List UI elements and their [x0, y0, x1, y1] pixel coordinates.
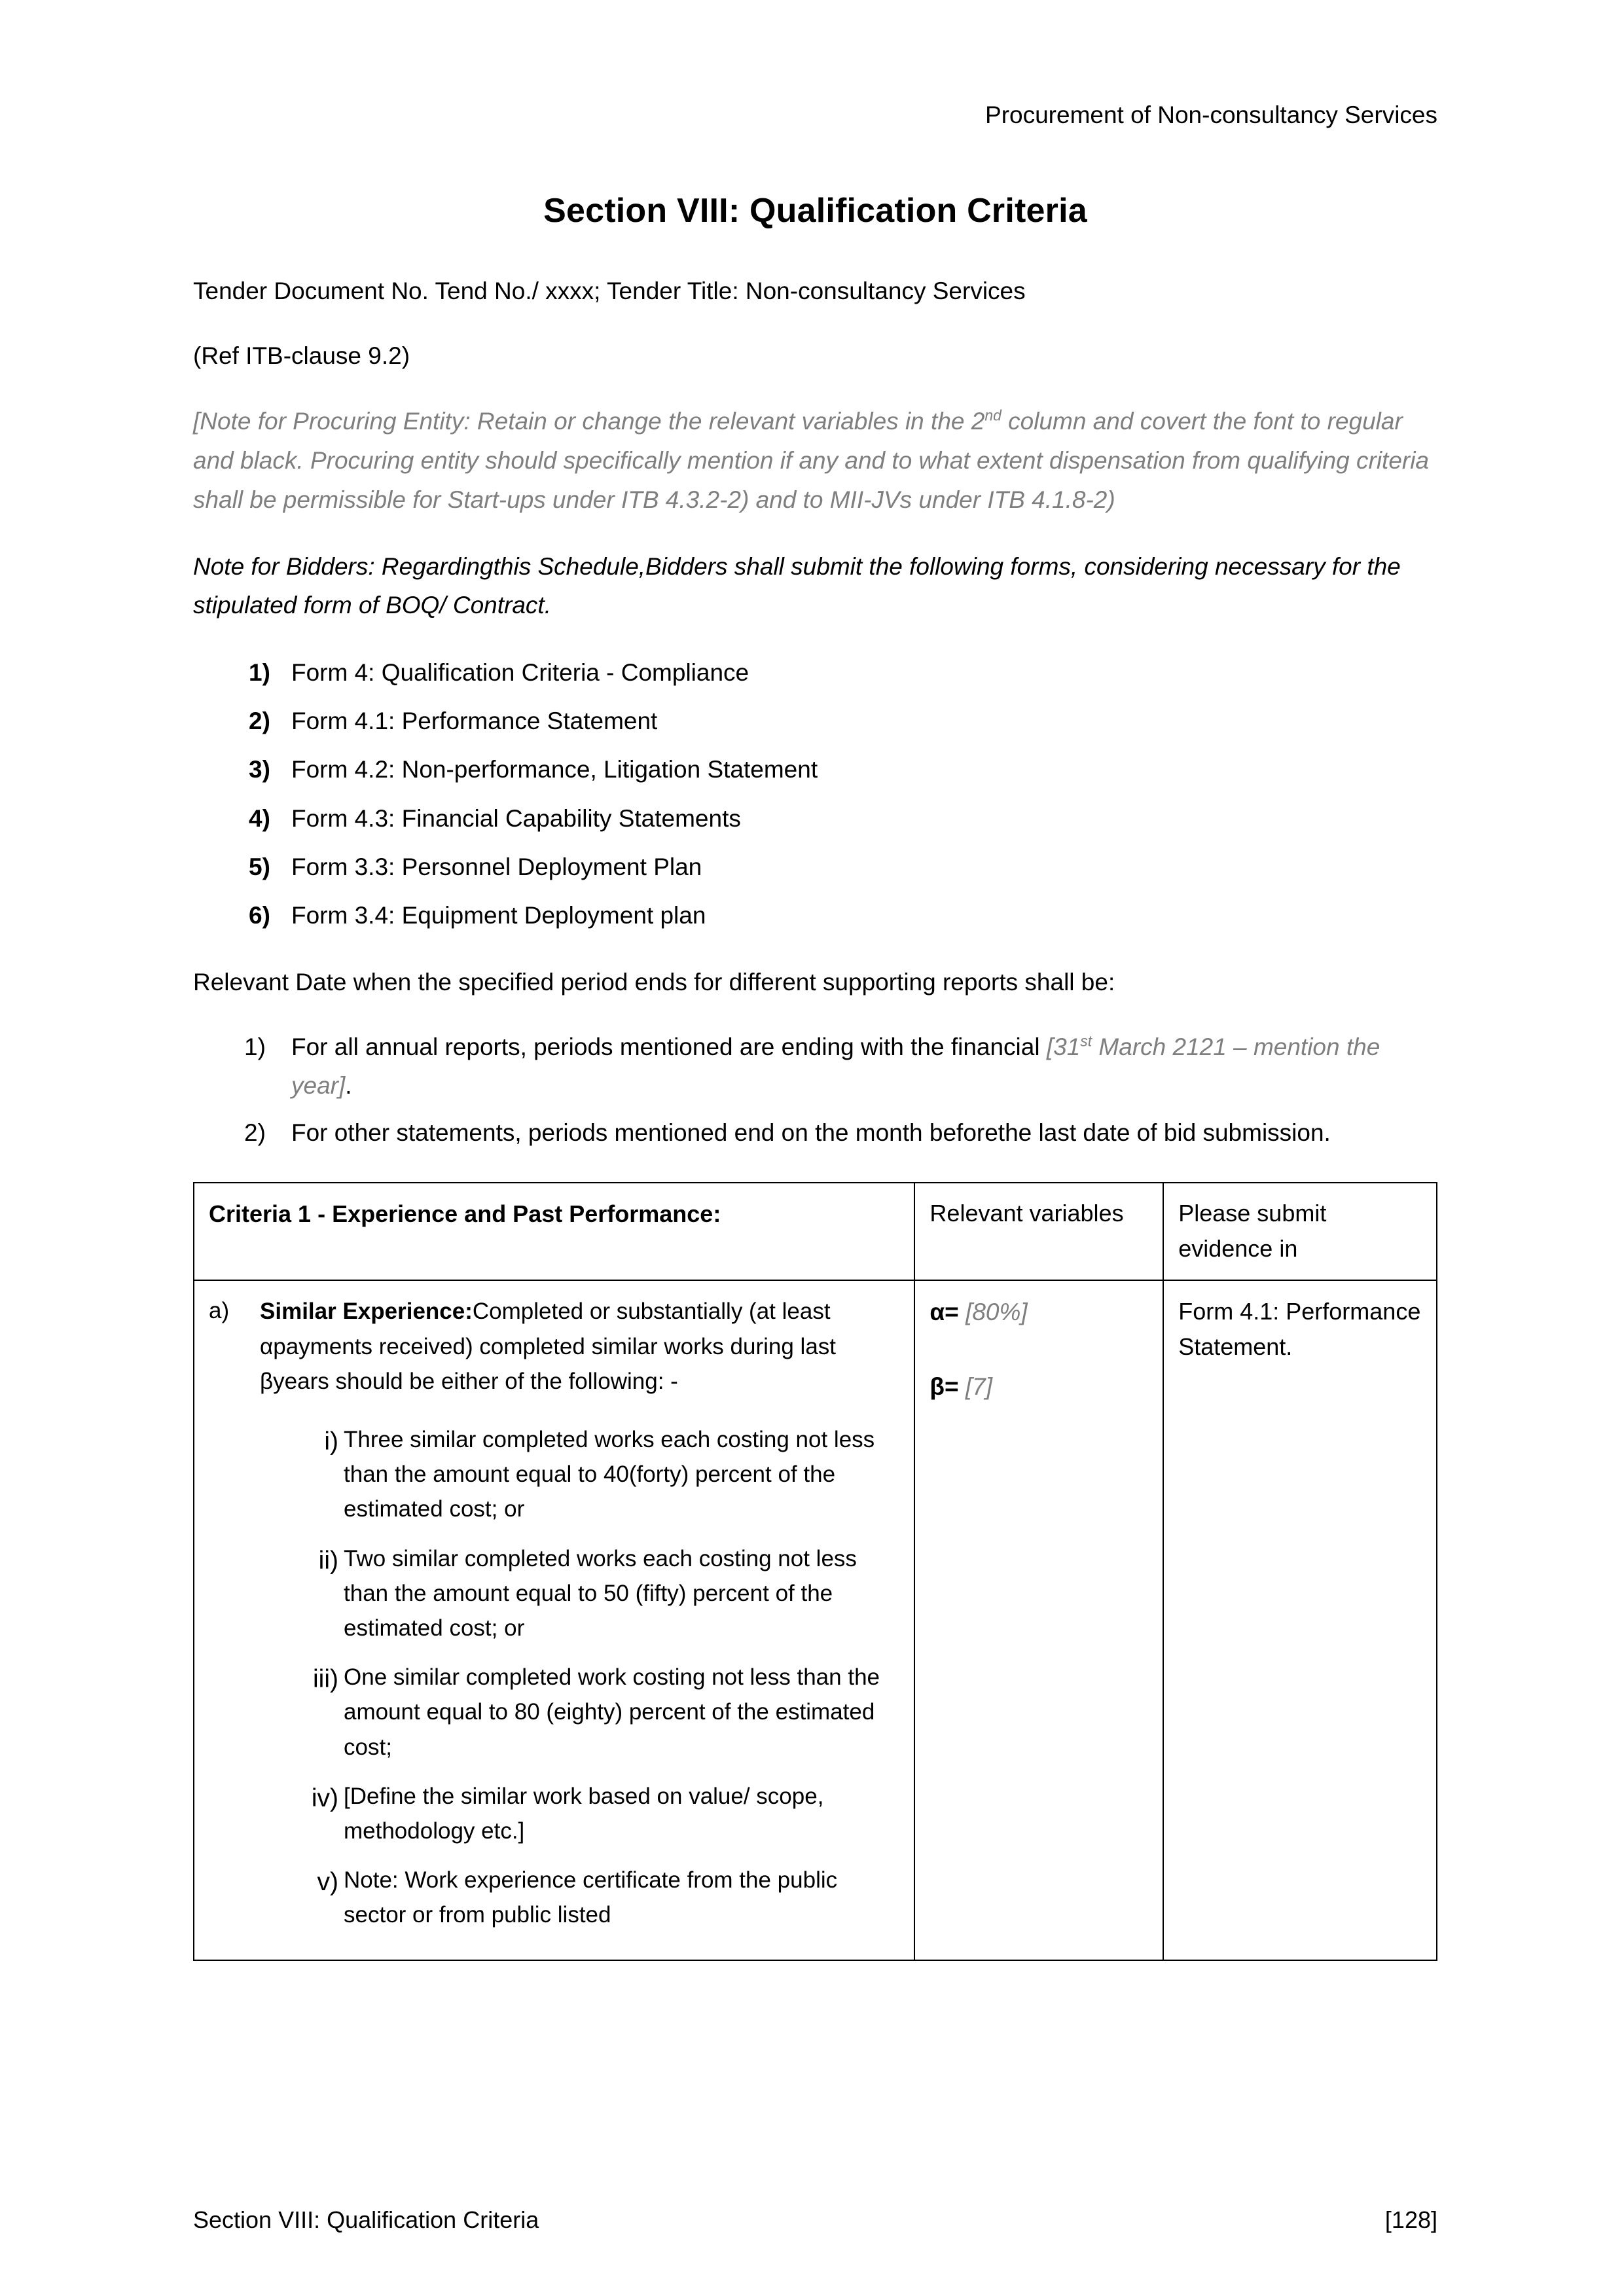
variables-header-label: Relevant variables: [929, 1200, 1124, 1227]
list-item-number: i): [324, 1427, 338, 1456]
table-cell-criteria-header: [194, 1183, 914, 1280]
list-item: [193, 702, 1437, 740]
list-item-annotation-part1: [31: [1046, 1033, 1081, 1061]
criteria-item-body: [260, 1294, 899, 1399]
list-item-label: Form 4.2: Non-performance, Litigation Statement: [291, 756, 818, 783]
list-item-number: iii): [313, 1665, 338, 1694]
note-for-procuring-entity: [193, 402, 1437, 520]
list-item: [260, 1660, 899, 1765]
list-item-number: 2): [244, 1119, 266, 1146]
variable-beta-symbol: β=: [929, 1372, 959, 1400]
table-row: [194, 1183, 1437, 1280]
list-item-text: For all annual reports, periods mentioned are ending with the financial: [291, 1033, 1047, 1061]
list-item-number: ii): [318, 1546, 338, 1575]
list-item-label: Form 4.1: Performance Statement: [291, 708, 658, 735]
criteria-sub-list: [260, 1422, 899, 1932]
table-row: [194, 1280, 1437, 1960]
list-item-number: 4): [249, 804, 270, 832]
evidence-text: Form 4.1: Performance Statement.: [1178, 1298, 1421, 1361]
list-item: [193, 654, 1437, 691]
list-item: [260, 1541, 899, 1646]
qualification-criteria-table: [193, 1182, 1437, 1961]
list-item-text: [Define the similar work based on value/ scope, methodology etc.]: [344, 1783, 824, 1844]
list-item-label: Form 4: Qualification Criteria - Compliance: [291, 658, 749, 686]
note-pe-sup: nd: [984, 407, 1001, 425]
footer-page-number: [128]: [1384, 2206, 1437, 2233]
table-cell-criteria-a: [194, 1280, 914, 1960]
list-item: [260, 1779, 899, 1848]
list-item: [193, 1114, 1437, 1152]
list-item-label: Form 3.4: Equipment Deployment plan: [291, 902, 706, 929]
list-item-number: 3): [249, 756, 270, 783]
note-for-bidders: Note for Bidders: Regardingthis Schedule,Bidders shall submit the following forms, considering necessary for the stipulated form of BOQ/ Contract.: [193, 553, 1401, 619]
variable-beta-value: [7]: [965, 1372, 993, 1400]
page-header: [193, 98, 1437, 132]
criteria-item-text: Completed or substantially (at least αpayments received) completed similar works during last βyears should be either of the following: -: [260, 1299, 837, 1394]
list-item-label: Form 4.3: Financial Capability Statements: [291, 804, 741, 832]
list-item-text-tail: .: [345, 1071, 352, 1099]
list-item-number: 6): [249, 902, 270, 929]
list-item-number: 1): [244, 1033, 266, 1061]
criteria-item-label: a): [209, 1298, 230, 1324]
page-footer: [193, 2206, 1437, 2234]
list-item-text: Note: Work experience certificate from the public sector or from public listed: [344, 1867, 838, 1928]
criteria-item-title: Similar Experience:: [260, 1299, 473, 1325]
criteria-header-label: Criteria 1 - Experience and Past Performance:: [209, 1200, 721, 1228]
note-pe-part1: [Note for Procuring Entity: Retain or change the relevant variables in the 2: [193, 408, 985, 435]
list-item-number: 1): [249, 658, 270, 686]
list-item-text: Three similar completed works each costing not less than the amount equal to 40(forty) percent of the estimated cost; or: [344, 1427, 875, 1522]
list-item: [193, 848, 1437, 886]
table-cell-variables-header: [914, 1183, 1163, 1280]
list-item-text: One similar completed work costing not less than the amount equal to 80 (eighty) percent of the estimated cost;: [344, 1664, 880, 1760]
header-right-text: Procurement of Non-consultancy Services: [985, 101, 1437, 128]
table-cell-variables-a: [914, 1280, 1163, 1960]
relevant-date-lead-in: Relevant Date when the specified period ends for different supporting reports shall be:: [193, 968, 1115, 996]
list-item: [260, 1422, 899, 1527]
relevant-date-list: [193, 1028, 1437, 1152]
itb-ref-line: (Ref ITB-clause 9.2): [193, 342, 410, 370]
variable-beta: [929, 1369, 1148, 1405]
tender-line: Tender Document No. Tend No./ xxxx; Tender Title: Non-consultancy Services: [193, 277, 1026, 304]
list-item-annotation-sup: st: [1080, 1032, 1092, 1050]
list-item: [193, 751, 1437, 788]
list-item-number: 2): [249, 708, 270, 735]
list-item-annotation-part2: March 2121 – mention the year]: [291, 1033, 1380, 1099]
footer-left-text: Section VIII: Qualification Criteria: [193, 2206, 539, 2233]
list-item: [193, 1028, 1437, 1105]
note-pe-part2: column and covert the font to regular and black. Procuring entity should specifically mention if any and to what extent dispensation from qualifying criteria shall be permissible for Start-ups under ITB 4.3.2-2) and to MII-JVs under ITB 4.1.8-2): [193, 408, 1430, 514]
list-item: [193, 800, 1437, 837]
forms-list: [193, 654, 1437, 935]
variable-alpha-value: [80%]: [965, 1299, 1028, 1326]
page-title: Section VIII: Qualification Criteria: [543, 191, 1087, 230]
table-cell-evidence-a: [1163, 1280, 1437, 1960]
criteria-item-a: [209, 1294, 899, 1932]
variable-alpha: [929, 1294, 1148, 1331]
list-item: [260, 1863, 899, 1932]
list-item-label: Form 3.3: Personnel Deployment Plan: [291, 853, 702, 881]
list-item-number: iv): [311, 1784, 338, 1812]
list-item-text: Two similar completed works each costing not less than the amount equal to 50 (fifty) percent of the estimated cost; or: [344, 1545, 857, 1641]
list-item-number: 5): [249, 853, 270, 881]
list-item-number: v): [317, 1868, 338, 1897]
evidence-header-label: Please submit evidence in: [1178, 1200, 1327, 1262]
table-cell-evidence-header: [1163, 1183, 1437, 1280]
list-item-text: For other statements, periods mentioned end on the month beforethe last date of bid submission.: [291, 1119, 1331, 1146]
list-item: [193, 897, 1437, 934]
variable-alpha-symbol: α=: [929, 1299, 959, 1326]
